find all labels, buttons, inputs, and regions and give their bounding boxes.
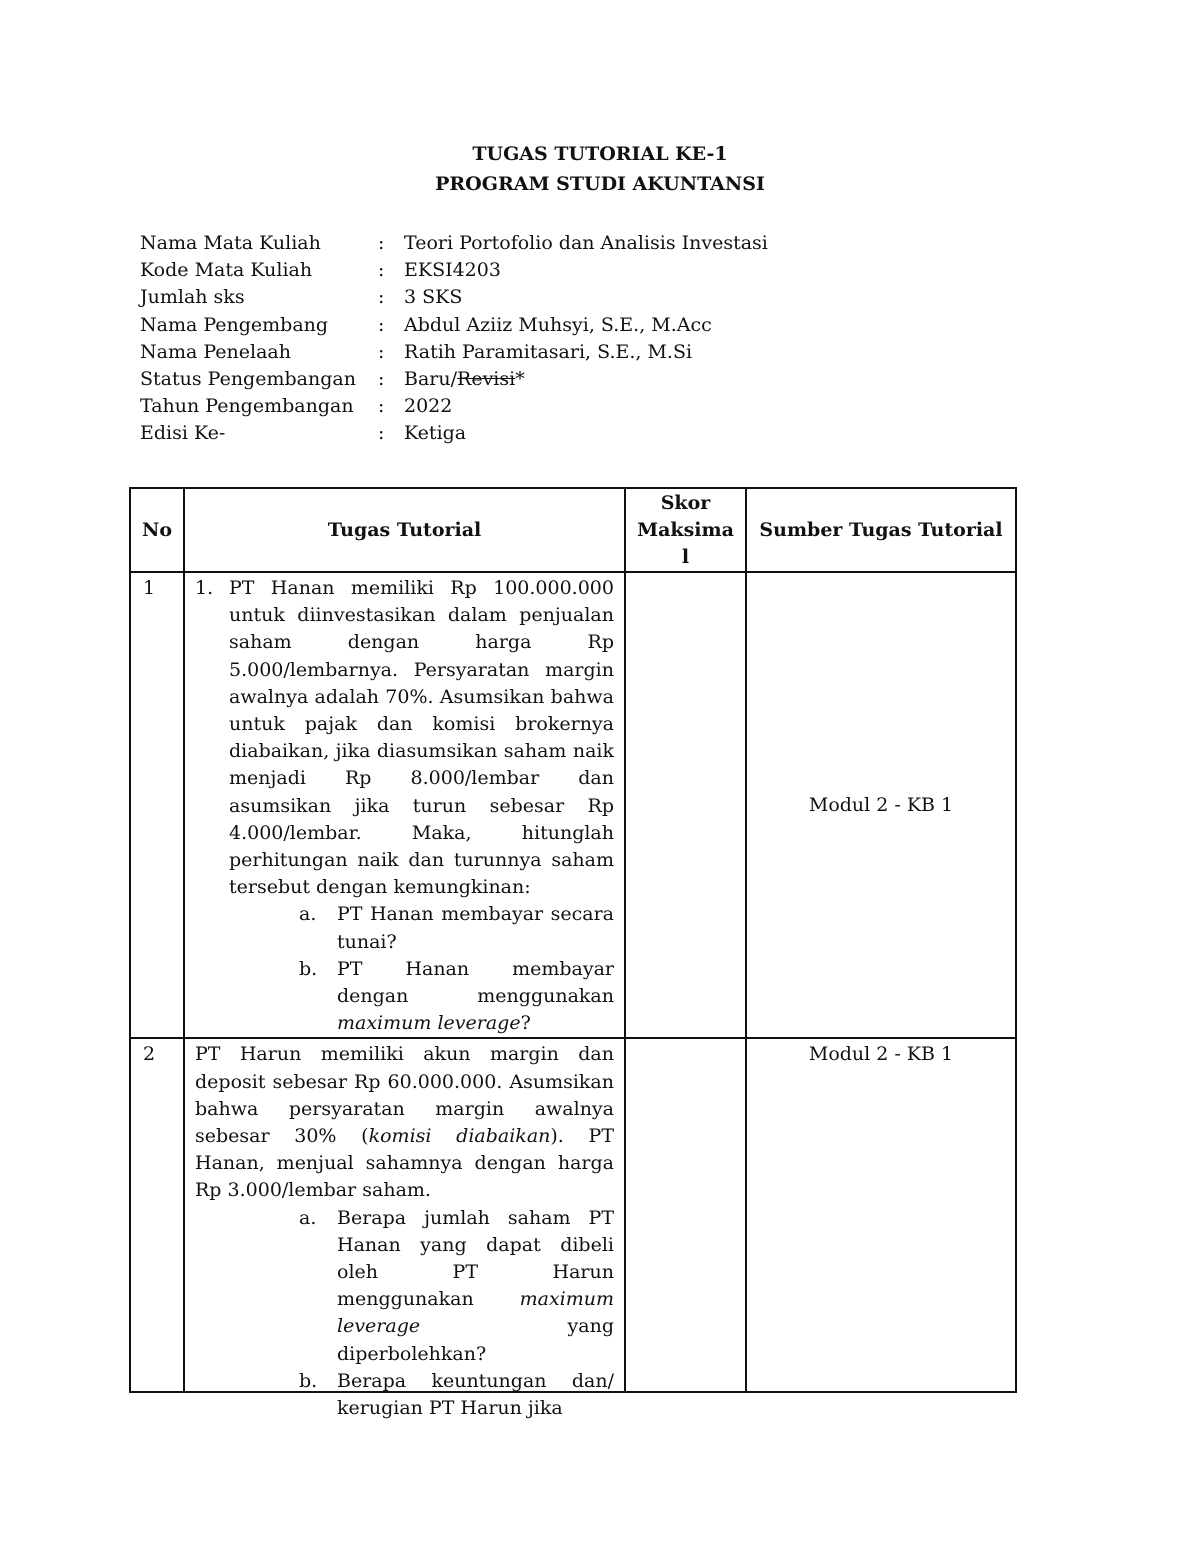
meta-label: Status Pengembangan — [140, 367, 356, 390]
table-row — [130, 572, 1016, 1038]
row-number: 2 — [130, 1038, 184, 1392]
task-cell-content — [195, 1041, 614, 1420]
meta-separator: : — [378, 422, 385, 445]
table-header-row — [130, 488, 1016, 572]
document-title: TUGAS TUTORIAL KE-1 — [472, 143, 728, 165]
header-task: Tugas Tutorial — [184, 488, 625, 572]
meta-label: Nama Pengembang — [140, 313, 329, 336]
sub-text: PT Hanan membayar secara tunai? — [337, 903, 614, 953]
meta-label: Tahun Pengembangan — [140, 395, 354, 418]
meta-separator: : — [378, 232, 385, 254]
sub-text: Berapa keuntungan dan/ kerugian PT Harun jika — [337, 1369, 614, 1420]
meta-label: Jumlah sks — [140, 286, 245, 309]
sub-text-plain: PT Hanan membayar dengan menggunakan — [337, 957, 614, 1008]
tutorial-task-table — [129, 487, 1017, 1420]
meta-value: Teori Portofolio dan Analisis Investasi — [404, 232, 768, 254]
meta-separator: : — [378, 313, 385, 336]
status-asterisk: * — [515, 367, 525, 390]
meta-separator: : — [378, 395, 385, 418]
task-text — [195, 1041, 614, 1204]
sub-label: a. — [299, 1206, 317, 1229]
meta-separator: : — [378, 286, 385, 309]
sub-text — [337, 956, 614, 1038]
sub-question-b — [195, 1368, 614, 1422]
table-row — [130, 1038, 1016, 1392]
meta-value: EKSI4203 — [404, 259, 501, 282]
sub-text-italic: maximum leverage — [337, 1012, 521, 1035]
meta-value: 2022 — [404, 395, 453, 418]
task-item — [195, 575, 614, 901]
sub-question-a — [195, 1205, 614, 1368]
sub-question-b — [195, 956, 614, 1038]
sub-text-italic: maximum leverage — [337, 1288, 614, 1338]
meta-value: Ketiga — [404, 422, 467, 445]
header-no: No — [130, 488, 184, 572]
task-item-number: 1. — [195, 577, 214, 599]
status-revision-struck: Revisi — [457, 367, 516, 390]
meta-separator: : — [378, 367, 385, 390]
score-cell — [625, 1038, 746, 1392]
header-score-line: Maksima — [637, 518, 734, 541]
header-score-line: Skor — [660, 491, 711, 514]
meta-separator: : — [378, 259, 385, 282]
header-source: Sumber Tugas Tutorial — [746, 488, 1016, 572]
sub-text-plain: Berapa jumlah saham PT Hanan yang dapat dibeli oleh PT Harun menggunakan — [337, 1206, 614, 1311]
score-cell — [625, 572, 746, 1038]
meta-label: Nama Mata Kuliah — [140, 232, 321, 254]
sub-label: b. — [299, 1369, 318, 1392]
header-score-line: l — [681, 545, 690, 568]
sub-label: a. — [299, 903, 317, 926]
meta-label: Nama Penelaah — [140, 340, 291, 363]
meta-label: Edisi Ke- — [140, 422, 226, 445]
task-text-plain: PT Harun memiliki akun margin dan deposit sebesar Rp 60.000.000. Asumsikan bahwa persyaratan margin awalnya sebesar 30% ( — [195, 1043, 614, 1148]
task-text: PT Hanan memiliki Rp 100.000.000 untuk diinvestasikan dalam penjualan saham dengan harga Rp 5.000/lembarnya. Persyaratan margin awalnya adalah 70%. Asumsikan bahwa untuk pajak dan komisi brokernya diabaikan, jika diasumsikan saham naik menjadi Rp 8.000/lembar dan asumsikan jika turun sebesar Rp 4.000/lembar. Maka, hitunglah perhitungan naik dan turunnya saham tersebut dengan kemungkinan: — [229, 577, 614, 899]
source-cell: Modul 2 - KB 1 — [746, 1038, 1016, 1392]
task-text-italic: komisi diabaikan — [368, 1125, 551, 1148]
sub-text — [337, 1205, 614, 1368]
source-cell: Modul 2 - KB 1 — [746, 572, 1016, 1038]
meta-separator: : — [378, 340, 385, 363]
task-text-plain: ). PT Hanan, menjual sahamnya dengan harga Rp 3.000/lembar saham. — [195, 1125, 614, 1202]
task-cell — [184, 572, 625, 1038]
row-number: 1 — [130, 572, 184, 1038]
meta-value: Ratih Paramitasari, S.E., M.Si — [404, 340, 693, 363]
sub-text-plain: yang diperbolehkan? — [337, 1315, 614, 1365]
status-new: Baru/ — [404, 367, 458, 390]
program-title: PROGRAM STUDI AKUNTANSI — [435, 173, 765, 195]
meta-label: Kode Mata Kuliah — [140, 259, 313, 282]
task-cell — [184, 1038, 625, 1420]
meta-value: Abdul Aziiz Muhsyi, S.E., M.Acc — [404, 313, 712, 336]
header-max-score — [625, 488, 746, 572]
meta-value: 3 SKS — [404, 286, 463, 309]
meta-value-status — [404, 366, 525, 393]
sub-question-a — [195, 901, 614, 955]
sub-text-end: ? — [520, 1012, 531, 1035]
sub-label: b. — [299, 957, 318, 980]
